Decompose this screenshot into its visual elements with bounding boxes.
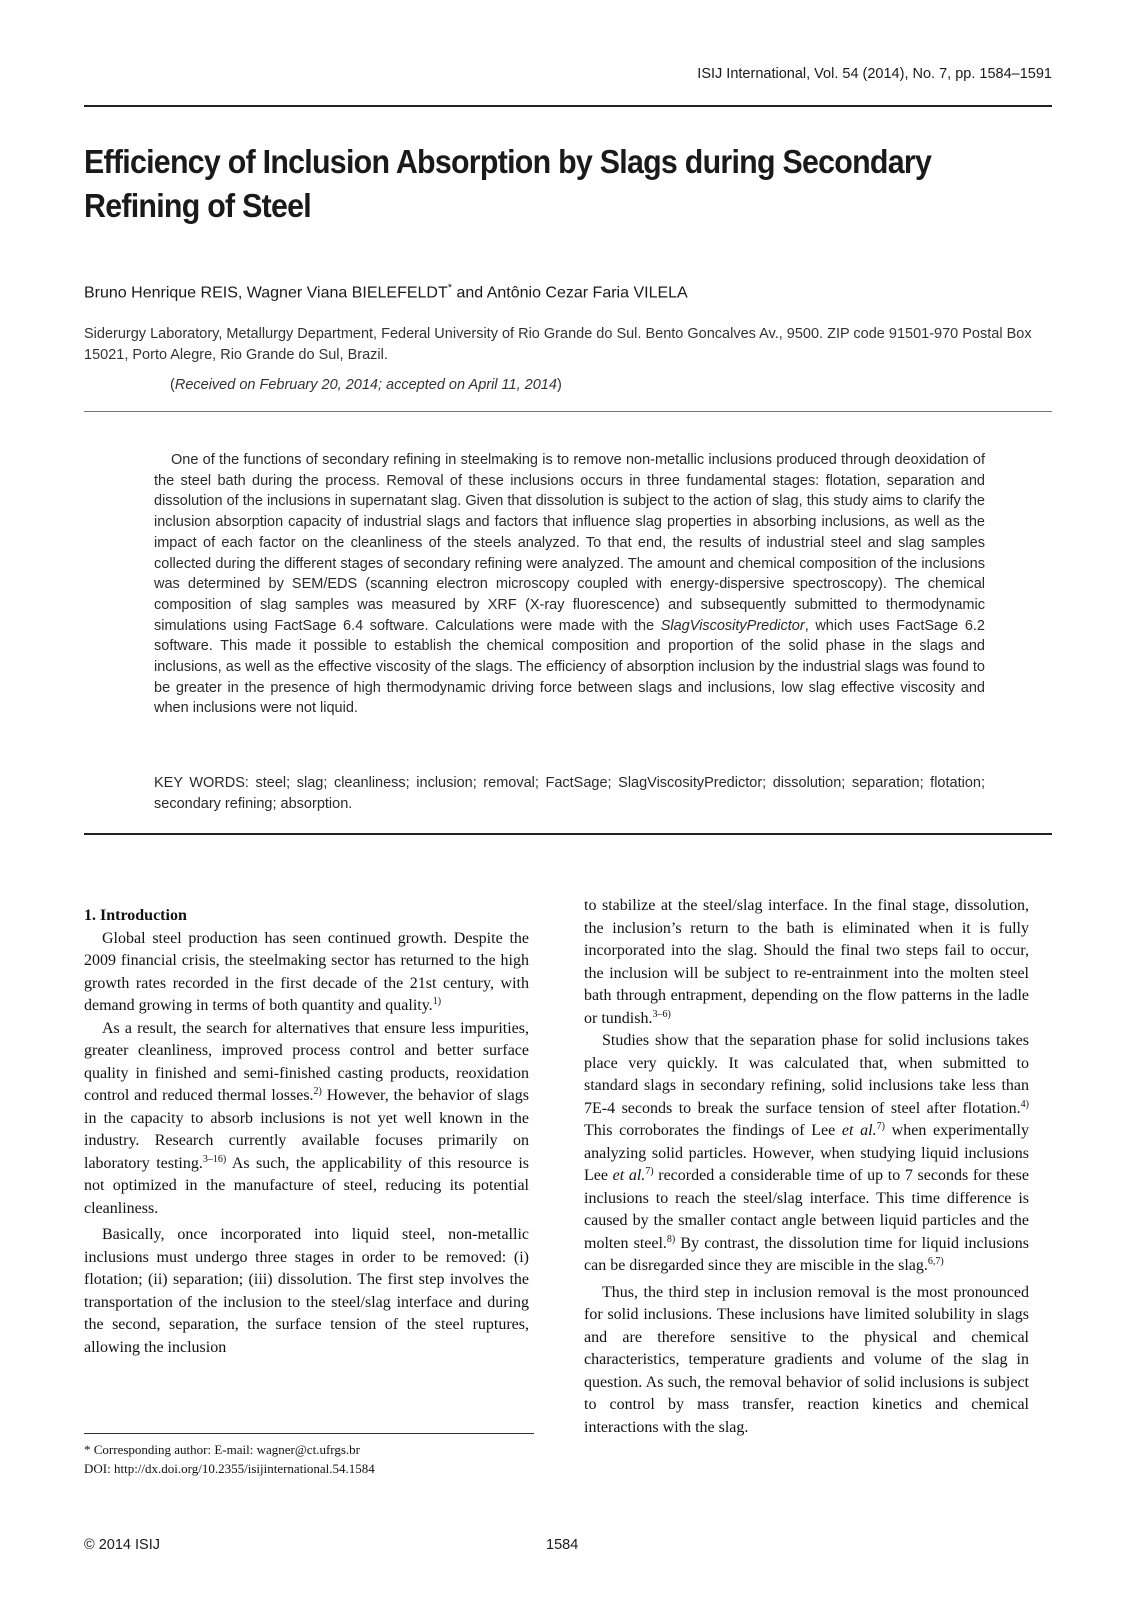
citation: 7) — [876, 1121, 885, 1132]
received-close: ) — [556, 377, 562, 393]
received-text: Received on February 20, 2014; accepted on April 11, 2014 — [174, 377, 557, 393]
paragraph-text: recorded a considerable time of up to 7 seconds for these inclusions to reach the steel/slag interface. This time difference is caused by the smaller contact angle between liquid particles and the molten steel. — [584, 1167, 1029, 1252]
abstract-software-name: SlagViscosityPredictor — [660, 617, 805, 634]
paragraph-text: to stabilize at the steel/slag interface. In the final stage, dissolution, the inclusion’s return to the bath is eliminated when it is fully incorporated into the slag. Should the final two steps fail to occur, the inclusion will be subject to re-entrainment into the molten steel bath through entrapment, depending on the flow patterns in the ladle or tundish. — [584, 897, 1029, 1027]
paragraph — [84, 1018, 529, 1221]
abstract-bottom-rule — [84, 833, 1052, 835]
journal-reference: ISIJ International, Vol. 54 (2014), No. 7, pp. 1584–1591 — [697, 66, 1052, 82]
paragraph — [584, 1030, 1029, 1278]
paragraph-text: Studies show that the separation phase for solid inclusions takes place very quickly. It was calculated that, when submitted to standard slags in secondary refining, solid inclusions take less than 7E-4 seconds to break the surface tension of steel after flotation. — [584, 1032, 1029, 1117]
page-number: 1584 — [546, 1537, 579, 1553]
abstract-top-rule — [84, 411, 1052, 412]
author-list — [84, 282, 688, 302]
received-dates — [170, 377, 562, 393]
paragraph-text: By contrast, the dissolution time for liquid inclusions can be disregarded since they are miscible in the slag. — [584, 1234, 1029, 1274]
paragraph-text: Global steel production has seen continued growth. Despite the 2009 financial crisis, the steelmaking sector has returned to the high growth rates recorded in the first decade of the 21st century, with demand growing in terms of both quantity and quality. — [84, 929, 529, 1014]
received-open: ( — [170, 377, 175, 393]
footnotes — [84, 1440, 375, 1478]
paragraph-text: This corroborates the findings of Lee — [584, 1122, 842, 1139]
citation: 2) — [313, 1086, 322, 1097]
authors-text-2: and Antônio Cezar Faria VILELA — [452, 284, 688, 302]
citation: 6,7) — [927, 1256, 944, 1267]
abstract — [154, 450, 985, 719]
et-al: et al. — [612, 1167, 646, 1184]
citation: 1) — [432, 996, 442, 1007]
citation: 8) — [666, 1233, 676, 1245]
paragraph — [84, 928, 529, 1018]
copyright: © 2014 ISIJ — [84, 1537, 160, 1553]
paragraph-text: As such, the applicability of this resource is not optimized in the manufacture of steel, reducing its potential cleanliness. — [84, 1154, 529, 1217]
paragraph: Thus, the third step in inclusion removal is the most pronounced for solid inclusions. These inclusions have limited solubility in slags and are therefore sensitive to the physical and chemical characteristics, temperature gradients and volume of the slag in question. As such, the removal behavior of solid inclusions is subject to control by mass transfer, reaction kinetics and chemical interactions with the slag. — [584, 1283, 1029, 1436]
body-column-right — [584, 895, 1029, 1439]
corresponding-mark: * — [447, 282, 453, 294]
paragraph-text: As a result, the search for alternatives that ensure less impurities, greater cleanliness, improved process control and better surface quality in finished and semi-finished casting products, reoxidation control and reduced thermal losses. — [84, 1019, 529, 1104]
et-al: et al. — [841, 1122, 877, 1139]
paragraph: Basically, once incorporated into liquid steel, non-metallic inclusions must undergo three stages in order to be removed: (i) flotation; (ii) separation; (iii) dissolution. The first step involves the transportation of the inclusion to the steel/slag interface and during the second, separation, the surface tension of the steel ruptures, allowing the inclusion — [84, 1226, 529, 1356]
section-heading: 1. Introduction — [84, 907, 187, 924]
footnote-rule — [84, 1433, 534, 1434]
citation: 7) — [645, 1166, 654, 1177]
authors-text: Bruno Henrique REIS, Wagner Viana BIELEFELDT — [84, 284, 448, 302]
header-rule — [84, 105, 1052, 107]
abstract-text-2: , which uses FactSage 6.2 software. This made it possible to establish the chemical composition and proportion of the solid phase in the slags and inclusions, as well as the effective viscosity of the slags. The efficiency of absorption inclusion by the industrial slags was found to be greater in the presence of high thermodynamic driving force between slags and inclusions, low slag effective viscosity and when inclusions were not liquid. — [154, 617, 985, 717]
paragraph-text: when experimentally analyzing solid particles. However, when studying liquid inclusions Lee — [584, 1122, 1029, 1184]
body-column-left — [84, 905, 529, 1359]
keywords: KEY WORDS: steel; slag; cleanliness; inclusion; removal; FactSage; SlagViscosityPredictor; dissolution; separation; flotation; secondary refining; absorption. — [154, 775, 985, 812]
doi-note: DOI: http://dx.doi.org/10.2355/isijinternational.54.1584 — [84, 1461, 375, 1476]
corresponding-author-note: * Corresponding author: E-mail: wagner@ct.ufrgs.br — [84, 1442, 361, 1457]
affiliation: Siderurgy Laboratory, Metallurgy Department, Federal University of Rio Grande do Sul. Bento Goncalves Av., 9500. ZIP code 91501-970 Postal Box 15021, Porto Alegre, Rio Grande do Sul, Brazil. — [84, 326, 1032, 363]
abstract-text: One of the functions of secondary refining in steelmaking is to remove non-metallic inclusions produced through deoxidation of the steel bath during the process. Removal of these inclusions occurs in three fundamental stages: flotation, separation and dissolution of the inclusions in supernatant slag. Given that dissolution is subject to the action of slag, this study aims to clarify the inclusion absorption capacity of industrial slags and factors that influence slag properties in absorbing inclusions, as well as the impact of each factor on the cleanliness of the steels analyzed. To that end, the results of industrial steel and slag samples collected during the different stages of secondary refining were analyzed. The amount and chemical composition of the inclusions was determined by SEM/EDS (scanning electron microscopy coupled with energy-dispersive spectroscopy). The chemical composition of slag samples was measured by XRF (X-ray fluorescence) and subsequently submitted to thermodynamic simulations using FactSage 6.4 software. Calculations were made with the — [154, 452, 985, 634]
citation: 3–16) — [202, 1153, 227, 1165]
citation: 3–6) — [652, 1008, 671, 1020]
paragraph-text: However, the behavior of slags in the capacity to absorb inclusions is not yet well known in the industry. Research currently available focuses primarily on laboratory testing. — [84, 1087, 529, 1172]
citation: 4) — [1020, 1098, 1029, 1110]
paragraph — [584, 895, 1029, 1030]
article-title: Efficiency of Inclusion Absorption by Slags during Secondary Refining of Steel — [84, 143, 932, 224]
